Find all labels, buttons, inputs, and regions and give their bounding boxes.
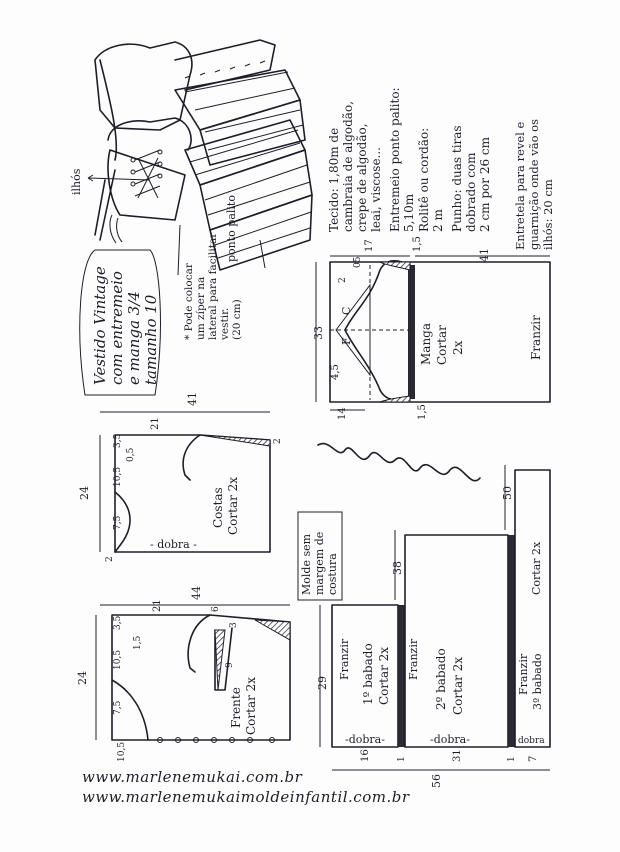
svg-text:com entremeio: com entremeio: [108, 271, 126, 385]
sleeve-dim-width: 41: [478, 248, 491, 262]
ponto-palito-label: ponto palito: [225, 195, 238, 262]
svg-text:Entretela para revel e: Entretela para revel e: [513, 121, 527, 250]
sleeve-dim-side: 4,5: [330, 364, 341, 380]
sleeve-dim-top-a: 17: [364, 239, 375, 252]
svg-text:guarnição onde vão os: guarnição onde vão os: [527, 119, 541, 250]
sleeve-gather: Franzir: [529, 315, 543, 360]
ruffle-dim-gap2: 1: [507, 756, 517, 762]
ruffle-dim-w2: 31: [452, 749, 463, 762]
zipper-arrow: [178, 225, 180, 275]
front-dart-hatch: [215, 630, 225, 690]
front-dim-width: 24: [76, 671, 89, 685]
ruffle-3-name: 3º babado: [531, 653, 544, 710]
back-dim-width: 24: [78, 486, 91, 500]
svg-text:Vestido Vintage: Vestido Vintage: [91, 266, 109, 385]
svg-text:* Pode colocar: * Pode colocar: [183, 263, 195, 340]
sleeve-bottom-hatch: [380, 396, 410, 402]
ruffle-1-fold: -dobra-: [345, 733, 385, 746]
front-label: Frente: [229, 687, 243, 728]
back-hatch: [200, 435, 270, 446]
signature-mark: [318, 444, 480, 481]
svg-text:dobrado com: dobrado com: [464, 152, 478, 232]
ruffle-pieces: [316, 465, 550, 788]
back-dim-neck-a: 3,5: [113, 433, 123, 448]
front-pattern: [76, 586, 290, 762]
svg-text:tamanho 10: tamanho 10: [142, 294, 160, 385]
ruffle-dim-h2: 38: [391, 561, 404, 575]
seam-note: [298, 512, 342, 600]
sleeve-top-hatch: [380, 262, 410, 270]
ruffle-dim-h1: 29: [316, 676, 329, 690]
svg-text:um zíper na: um zíper na: [195, 276, 207, 340]
svg-text:Punho: duas tiras: Punho: duas tiras: [450, 125, 464, 232]
svg-text:Molde sem: Molde sem: [300, 533, 313, 595]
svg-text:leai, viscose...: leai, viscose...: [369, 147, 383, 232]
front-dim-notch: 3: [229, 622, 239, 628]
back-dim-arm: 10,5: [113, 466, 123, 487]
sleeve-pattern: [312, 236, 550, 420]
svg-text:(20 cm): (20 cm): [231, 299, 243, 340]
sleeve-point-e: 05: [353, 256, 363, 268]
front-dim-top: 6: [211, 606, 221, 612]
back-dim-side-hem: 2: [273, 438, 283, 444]
sleeve-dim-bottom-a: 14: [337, 407, 348, 420]
sleeve-dim-top-b: 1,5: [412, 236, 423, 252]
ruffle-dim-gap1: 1: [397, 756, 407, 762]
back-dim-shoulder: 21: [150, 417, 161, 430]
svg-text:Rolitê ou cordão:: Rolitê ou cordão:: [417, 127, 431, 232]
materials-list: [327, 87, 555, 250]
front-dim-neck-b: 1,5: [133, 635, 143, 650]
front-dim-shoulder: 21: [152, 599, 163, 612]
front-outline: [112, 615, 290, 740]
front-dim-neck-w: 7,5: [113, 700, 123, 715]
front-hatch: [255, 620, 290, 640]
sleeve-point-c: C: [340, 306, 353, 315]
ruffle-dim-w3: 7: [528, 755, 539, 762]
svg-text:crepe de algodão,: crepe de algodão,: [355, 123, 369, 232]
back-label: Costas: [211, 487, 225, 528]
back-cut: Cortar 2x: [226, 476, 240, 535]
svg-text:margem de: margem de: [313, 531, 326, 595]
pattern-title: [80, 250, 161, 395]
ruffle-3-gather: Franzir: [517, 653, 530, 695]
front-cut: Cortar 2x: [244, 676, 258, 735]
svg-text:Entremeio ponto palito:: Entremeio ponto palito:: [388, 87, 402, 232]
sleeve-point-f: F: [340, 337, 353, 345]
back-pattern: [78, 392, 283, 562]
sleeve-label: Manga: [419, 322, 433, 365]
ruffle-2-gather: Franzir: [407, 638, 420, 680]
svg-text:5,10m: 5,10m: [402, 193, 416, 232]
ruffle-2-fold: -dobra-: [430, 733, 470, 746]
svg-text:costura: costura: [326, 553, 339, 595]
ponto-palito-arrow: [260, 240, 265, 268]
svg-text:lateral para facilitar: lateral para facilitar: [207, 232, 219, 340]
sleeve-dim-bottom-b: 1,5: [417, 404, 428, 420]
svg-text:ilhós: 20 cm: ilhós: 20 cm: [541, 179, 555, 250]
back-dim-neck-b: 0,5: [126, 447, 136, 462]
front-dim-neck-a: 3,5: [113, 615, 123, 630]
front-dim-length: 44: [190, 586, 203, 600]
ruffle-1-name: 1º babado: [361, 643, 375, 705]
website-url-1[interactable]: www.marlenemukai.com.br: [82, 768, 303, 786]
sleeve-point-d: 2: [338, 277, 348, 283]
ruffle-1-cut: Cortar 2x: [377, 646, 391, 705]
ruffle-dim-total: 56: [430, 774, 443, 788]
front-dim-arm: 10,5: [113, 649, 123, 670]
ilhos-label: ilhós: [70, 168, 83, 195]
website-url-2[interactable]: www.marlenemukaimoldeinfantil.com.br: [82, 788, 410, 806]
svg-text:vestir.: vestir.: [219, 307, 231, 340]
front-dim-dart: 9: [225, 662, 235, 668]
back-dim-length: 41: [186, 392, 199, 406]
svg-text:2 m: 2 m: [431, 209, 445, 232]
back-fold: - dobra -: [150, 538, 197, 551]
ilhos-arrow: [88, 178, 150, 180]
sleeve-dim-cap: 33: [312, 326, 325, 340]
ruffle-dim-h3: 50: [501, 486, 514, 500]
ruffle-3-fold: dobra: [518, 736, 545, 746]
ruffle-2-band: [508, 535, 515, 747]
ruffle-1-gather: Franzir: [338, 638, 351, 680]
back-outline: [115, 435, 270, 552]
sleeve-cut-qty: 2x: [451, 340, 465, 355]
svg-text:Tecido: 1,80m de: Tecido: 1,80m de: [327, 127, 341, 232]
ruffle-dim-w1: 16: [360, 749, 371, 762]
svg-text:e manga 3/4: e manga 3/4: [125, 291, 143, 385]
sleeve-cut: Cortar: [435, 325, 449, 365]
back-dim-neck-w: 7,5: [113, 515, 123, 530]
ruffle-2-name: 2º babado: [434, 648, 448, 710]
ruffle-2-cut: Cortar 2x: [451, 656, 465, 715]
svg-text:2 cm por 26 cm: 2 cm por 26 cm: [478, 136, 492, 232]
sleeve-cuff-band: [408, 265, 415, 399]
svg-text:cambraia de algodão,: cambraia de algodão,: [341, 100, 355, 232]
back-dim-hem: 2: [105, 556, 115, 562]
front-dim-hem: 10,5: [117, 741, 127, 762]
ruffle-1-band: [398, 605, 405, 747]
ruffle-3-cut: Cortar 2x: [530, 541, 543, 595]
